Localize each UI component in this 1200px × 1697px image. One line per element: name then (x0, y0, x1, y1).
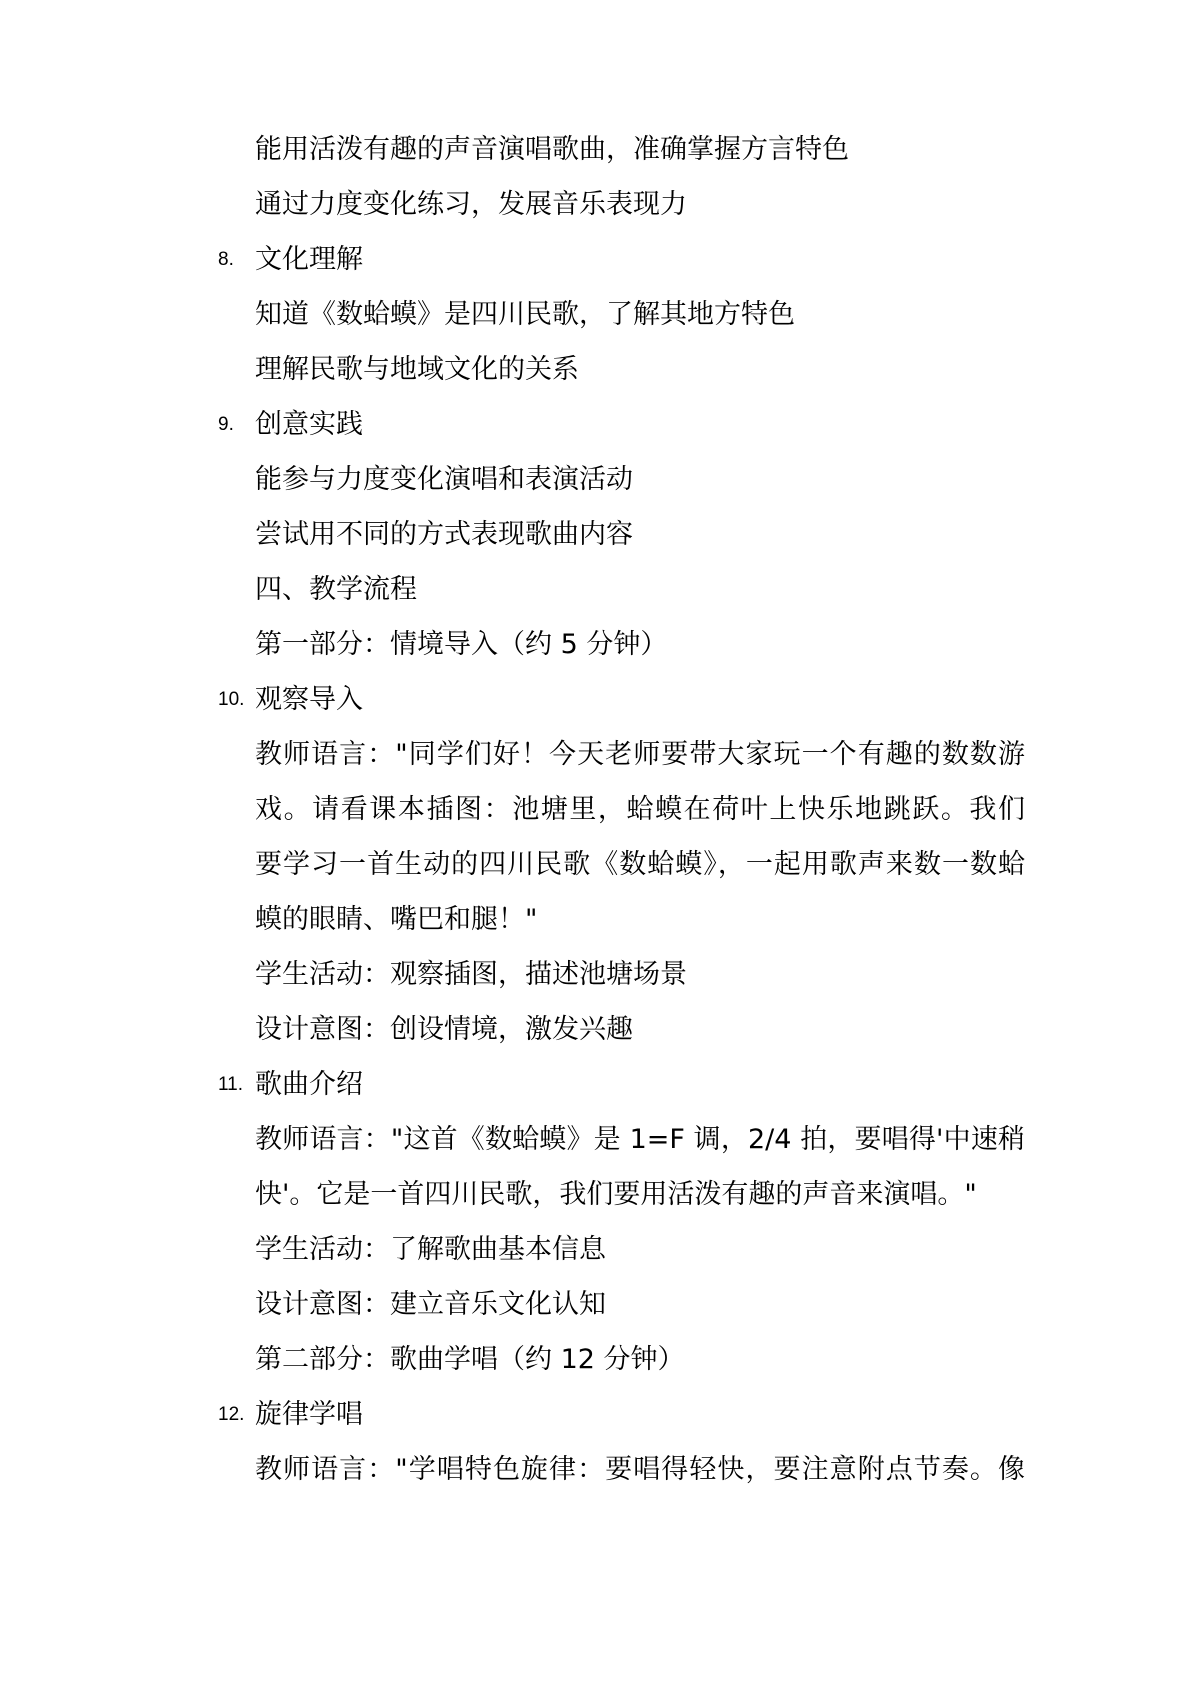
list-number: 10. (218, 689, 245, 710)
list-item-heading: 文化理解 (255, 244, 363, 275)
text-line: 通过力度变化练习，发展音乐表现力 (255, 189, 687, 220)
list-number: 12. (218, 1404, 245, 1425)
paragraph-line: 教师语言："同学们好！今天老师要带大家玩一个有趣的数数游 (255, 739, 1025, 770)
text-line: 知道《数蛤蟆》是四川民歌，了解其地方特色 (255, 299, 795, 330)
text-line: 学生活动：观察插图，描述池塘场景 (255, 959, 687, 990)
paragraph-line: 教师语言："学唱特色旋律：要唱得轻快，要注意附点节奏。像 (255, 1454, 1025, 1485)
list-number: 9. (218, 414, 234, 435)
list-item-heading: 创意实践 (255, 409, 363, 440)
part-heading: 第二部分：歌曲学唱（约 12 分钟） (255, 1344, 685, 1375)
part-heading: 第一部分：情境导入（约 5 分钟） (255, 629, 668, 660)
paragraph-line: 快'。它是一首四川民歌，我们要用活泼有趣的声音来演唱。" (255, 1179, 977, 1210)
text-line: 理解民歌与地域文化的关系 (255, 354, 579, 385)
paragraph-line: 戏。请看课本插图：池塘里，蛤蟆在荷叶上快乐地跳跃。我们 (255, 794, 1025, 825)
text-line: 能用活泼有趣的声音演唱歌曲，准确掌握方言特色 (255, 134, 849, 165)
paragraph-line: 要学习一首生动的四川民歌《数蛤蟆》，一起用歌声来数一数蛤 (255, 849, 1025, 880)
text-line: 学生活动：了解歌曲基本信息 (255, 1234, 606, 1265)
section-heading: 四、教学流程 (255, 574, 417, 605)
text-line: 能参与力度变化演唱和表演活动 (255, 464, 633, 495)
list-item-heading: 观察导入 (255, 684, 363, 715)
text-line: 尝试用不同的方式表现歌曲内容 (255, 519, 633, 550)
paragraph-line: 蟆的眼睛、嘴巴和腿！" (255, 904, 538, 935)
list-number: 8. (218, 249, 234, 270)
text-line: 设计意图：建立音乐文化认知 (255, 1289, 606, 1320)
text-line: 设计意图：创设情境，激发兴趣 (255, 1014, 633, 1045)
list-item-heading: 旋律学唱 (255, 1399, 363, 1430)
list-item-heading: 歌曲介绍 (255, 1069, 363, 1100)
list-number: 11. (218, 1074, 244, 1095)
paragraph-line: 教师语言："这首《数蛤蟆》是 1=F 调，2/4 拍，要唱得'中速稍 (255, 1124, 1025, 1155)
